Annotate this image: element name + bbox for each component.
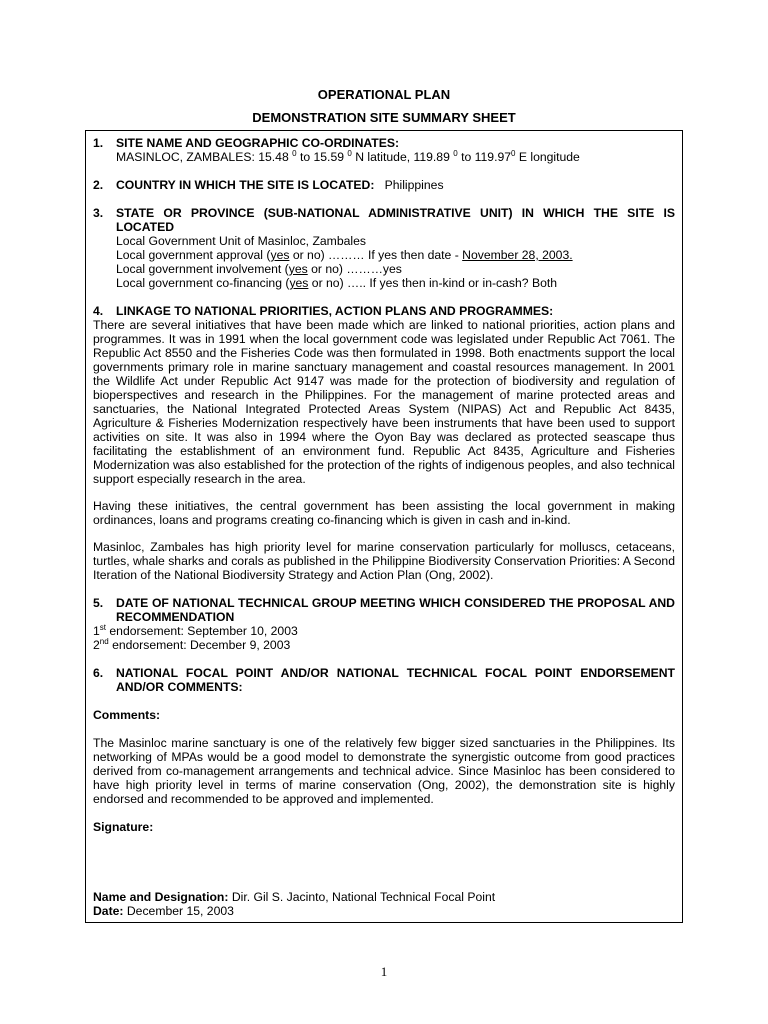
summary-sheet-box <box>85 130 683 923</box>
name-value: Dir. Gil S. Jacinto, National Technical Focal Point <box>228 890 496 904</box>
section-number: 6. <box>93 666 104 680</box>
section-heading <box>93 596 675 624</box>
linkage-paragraph: There are several initiatives that have been made which are linked to national priorities, action plans and programmes. It was in 1991 when the local government code was legislated under Republic Act 7061. The Republic Act 8550 and the Fisheries Code was then formulated in 1998. Both enactments support the local governments primary role in marine sanctuary management and coastal resources management. In 2001 the Wildlife Act under Republic Act 9147 was made for the protection of biodiversity and regulation of bioperspectives and research in the Philippines. For the management of marine protected areas and sanctuaries, the National Integrated Protected Areas System (NIPAS) Act and Republic Act 8435, Agriculture & Fisheries Modernization respectively have been instruments that have been used to support activities on site. It was also in 1994 where the Oyon Bay was declared as protected seascape thus facilitating the establishment of an environment fund. Republic Act 8435, Agriculture and Fisheries Modernization was also established for the protection of the rights of indigenous peoples, and also technical support especially research in the area. <box>93 318 675 486</box>
ordinal-suffix: st <box>99 623 107 632</box>
section-heading <box>93 304 675 318</box>
coord-text: to 119.97 <box>457 150 512 164</box>
section-heading-text: NATIONAL FOCAL POINT AND/OR NATIONAL TECHNICAL FOCAL POINT ENDORSEMENT AND/OR COMMENTS: <box>116 666 675 694</box>
coord-text: E longitude <box>515 150 580 164</box>
line-text: or no) ….. If yes then in-kind or in-cash? Both <box>308 276 558 290</box>
section-focal-point <box>93 666 675 918</box>
section-heading-text: STATE OR PROVINCE (SUB-NATIONAL ADMINISTRATIVE UNIT) IN WHICH THE SITE IS LOCATED <box>116 206 675 234</box>
approval-line <box>93 248 675 262</box>
coord-text: to 15.59 <box>296 150 348 164</box>
section-state-province <box>93 206 675 290</box>
section-meeting-date <box>93 596 675 652</box>
section-heading-text: SITE NAME AND GEOGRAPHIC CO-ORDINATES: <box>116 136 400 150</box>
degree-mark: 0 <box>292 149 297 158</box>
section-linkage <box>93 304 675 582</box>
second-endorsement <box>93 638 675 652</box>
section-heading-text: COUNTRY IN WHICH THE SITE IS LOCATED: <box>116 178 375 192</box>
section-number: 1. <box>93 136 104 150</box>
signature-label: Signature: <box>93 820 154 834</box>
section-heading <box>93 178 675 192</box>
section-heading <box>93 206 675 234</box>
endorsement-text: endorsement: December 9, 2003 <box>108 638 291 652</box>
section-number: 3. <box>93 206 104 220</box>
section-number: 4. <box>93 304 104 318</box>
ordinal: 2 <box>93 638 100 652</box>
date-value: December 15, 2003 <box>123 904 234 918</box>
section-heading-text: DATE OF NATIONAL TECHNICAL GROUP MEETING WHICH CONSIDERED THE PROPOSAL AND RECOMMENDATION <box>116 596 675 624</box>
linkage-paragraph: Masinloc, Zambales has high priority level for marine conservation particularly for molluscs, cetaceans, turtles, whale sharks and corals as published in the Philippine Biodiversity Conservation Priorities: A Second Iteration of the National Biodiversity Strategy and Action Plan (Ong, 2002). <box>93 540 675 582</box>
line-text: Local government involvement ( <box>116 262 289 276</box>
line-text: Local government approval ( <box>116 248 271 262</box>
section-heading <box>93 666 675 694</box>
involvement-line <box>93 262 675 276</box>
document-title: OPERATIONAL PLAN <box>317 87 451 102</box>
lgu-line: Local Government Unit of Masinloc, Zambales <box>116 234 366 248</box>
line-text: Local government co-financing ( <box>116 276 290 290</box>
first-endorsement <box>93 624 675 638</box>
comments-text: The Masinloc marine sanctuary is one of the relatively few bigger sized sanctuaries in the Philippines. Its networking of MPAs would be a good model to demonstrate the synergistic outcome from good practices derived from co-management arrangements and technical advice. Since Masinloc has been considered to have high priority level in terms of marine conservation (Ong, 2002), the demonstration site is highly endorsed and recommended to be approved and implemented. <box>93 736 675 806</box>
coord-text: N latitude, 119.89 <box>351 150 454 164</box>
ordinal: 1 <box>93 624 100 638</box>
section-site-name <box>93 136 675 164</box>
section-number: 5. <box>93 596 104 610</box>
signature-space <box>93 834 675 890</box>
cofinancing-line <box>93 276 675 290</box>
endorsement-text: endorsement: September 10, 2003 <box>106 624 298 638</box>
yes-answer: yes <box>289 276 309 290</box>
yes-answer: yes <box>270 248 290 262</box>
page-number: 1 <box>380 964 388 979</box>
site-coordinates <box>93 150 675 164</box>
degree-mark: 0 <box>453 149 458 158</box>
date-label: Date: <box>93 904 124 918</box>
coord-text: MASINLOC, ZAMBALES: 15.48 <box>116 150 293 164</box>
document-subtitle: DEMONSTRATION SITE SUMMARY SHEET <box>252 110 516 125</box>
ordinal-suffix: nd <box>99 637 109 646</box>
linkage-paragraph: Having these initiatives, the central government has been assisting the local government in making ordinances, loans and programs creating co-financing which is given in cash and in-kind. <box>93 499 675 527</box>
section-number: 2. <box>93 178 104 192</box>
comments-label: Comments: <box>93 708 161 722</box>
line-text: or no) ……… If yes then date - <box>289 248 463 262</box>
date-line <box>93 904 675 918</box>
name-designation <box>93 890 675 904</box>
degree-mark: 0 <box>347 149 352 158</box>
section-heading <box>93 136 675 150</box>
name-label: Name and Designation: <box>93 890 229 904</box>
yes-answer: yes <box>288 262 308 276</box>
degree-mark: 0 <box>511 149 516 158</box>
line-text: or no) ………yes <box>307 262 402 276</box>
section-heading-text: LINKAGE TO NATIONAL PRIORITIES, ACTION PLANS AND PROGRAMMES: <box>116 304 554 318</box>
section-country <box>93 178 675 192</box>
approval-date: November 28, 2003. <box>462 248 573 262</box>
country-value: Philippines <box>384 178 444 192</box>
